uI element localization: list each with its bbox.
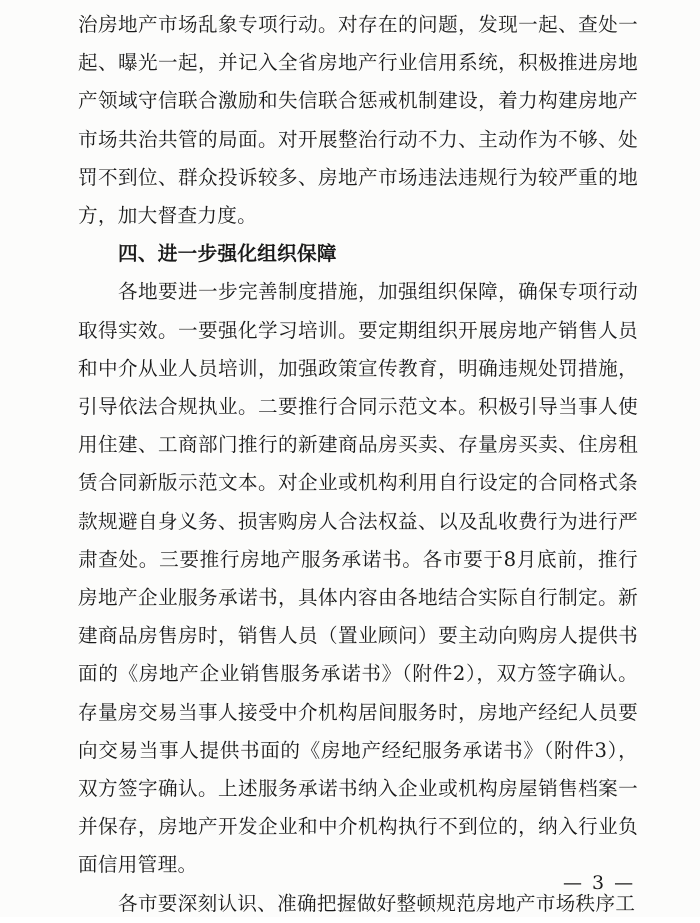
document-body xyxy=(78,6,638,923)
page-number: — 3 — xyxy=(563,872,636,894)
paragraph-organization-guarantee: 各地要进一步完善制度措施，加强组织保障，确保专项行动取得实效。一要强化学习培训。要定期组织开展房地产销售人员和中介从业人员培训，加强政策宣传教育，明确违规处罚措施，引导依法合规执业。二要推行合同示范文本。积极引导当事人使用住建、工商部门推行的新建商品房买卖、存量房买卖、住房租赁合同新版示范文本。对企业或机构利用自行设定的合同格式条款规避自身义务、损害购房人合法权益、以及乱收费行为进行严肃查处。三要推行房地产服务承诺书。各市要于8月底前，推行房地产企业服务承诺书，具体内容由各地结合实际自行制定。新建商品房售房时，销售人员（置业顾问）要主动向购房人提供书面的《房地产企业销售服务承诺书》（附件2），双方签字确认。存量房交易当事人接受中介机构居间服务时，房地产经纪人员要向交易当事人提供书面的《房地产经纪服务承诺书》（附件3），双方签字确认。上述服务承诺书纳入企业或机构房屋销售档案一并保存，房地产开发企业和中介机构执行不到位的，纳入行业负面信用管理。 xyxy=(78,280,638,877)
paragraph-continuation: 治房地产市场乱象专项行动。对存在的问题，发现一起、查处一起、曝光一起，并记入全省房地产行业信用系统，积极推进房地产领域守信联合激励和失信联合惩戒机制建设，着力构建房地产市场共治共管的局面。对开展整治行动不力、主动作为不够、处罚不到位、群众投诉较多、房地产市场违法违规行为较严重的地方，加大督查力度。 xyxy=(78,13,638,228)
section-heading: 四、进一步强化组织保障 xyxy=(118,242,337,266)
paragraph-closing: 各市要深刻认识、准确把握做好整顿规范房地产市场秩序工 xyxy=(118,891,636,915)
